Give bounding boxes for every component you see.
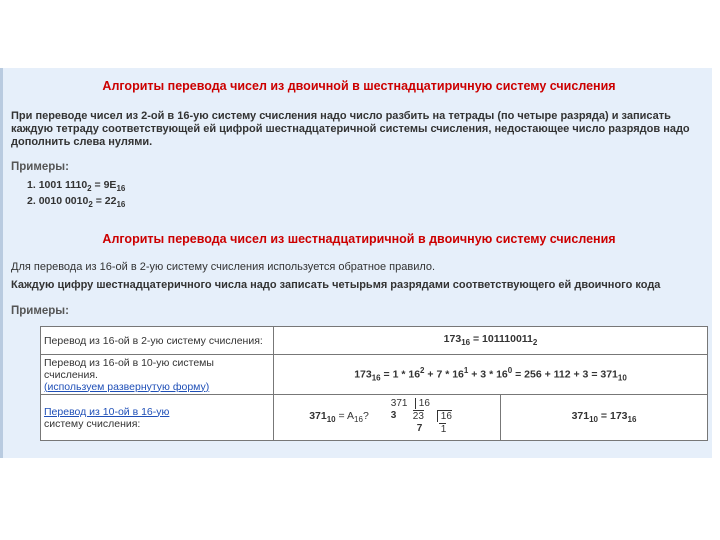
row3-label-cell [41, 395, 274, 441]
row2-label: Перевод из 16-ой в 10-ую системы счисления. [44, 356, 214, 381]
rule-text-1: Для перевода из 16-ой в 2-ую систему счисления используется обратное правило. [11, 261, 436, 273]
heading-bin-to-hex: Алгориты перевода чисел из двоичной в шестнадцатиричную систему счисления [102, 79, 616, 93]
example-1: 1. 1001 $1110_2 = 9E_{16}$ [27, 179, 126, 194]
row2-value: $173_{16} = 1 * 16^2 + 7 * 16^1 + 3 * 16^0 = 256 + 112 + 3 = 371_{10}$ [274, 355, 708, 395]
dec-to-hex-link[interactable]: Перевод из 10-ой в 16-ую [44, 405, 170, 418]
long-division: 371 16 3 23 16 7 1 [390, 397, 452, 435]
content-panel [0, 68, 712, 458]
table-row [41, 327, 708, 355]
rule-text-2: Каждую цифру шестнадцатеричного числа надо записать четырьмя разрядами соответствующего ей двоичного кода [11, 279, 661, 291]
row2-label-cell [41, 355, 274, 395]
intro-paragraph: При переводе чисел из 2-ой в 16-ую систему счисления надо число разбить на тетрады (по четыре разряда) и записать каждую тетраду соответствующей ей цифрой шестнадцатеричной системы счисления, недостающее число разрядов надо дополнить слева нулями. [11, 110, 690, 148]
row3-question: $371_{10} = A_{16}$? [309, 410, 369, 425]
row3-result: $371_{10} = 173_{16}$ [501, 395, 708, 441]
conversion-table [40, 326, 708, 441]
expanded-form-link[interactable]: (используем развернутую форму) [44, 380, 210, 393]
table-row [41, 395, 708, 441]
row3-label: систему счисления: [44, 417, 141, 430]
table-row [41, 355, 708, 395]
row1-label: Перевод из 16-ой в 2-ую систему счисления: [41, 327, 274, 355]
row3-division-cell [274, 395, 501, 441]
row1-value: $173_{16} = 101110011_2$ [274, 327, 708, 355]
example-2: 2. 0010 $0010_2 = 22_{16}$ [27, 195, 126, 210]
heading-hex-to-bin: Алгориты перевода чисел из шестнадцатиричной в двоичную систему счисления [102, 232, 616, 246]
examples-label-1: Примеры: [11, 161, 69, 173]
examples-label-2: Примеры: [11, 305, 69, 317]
